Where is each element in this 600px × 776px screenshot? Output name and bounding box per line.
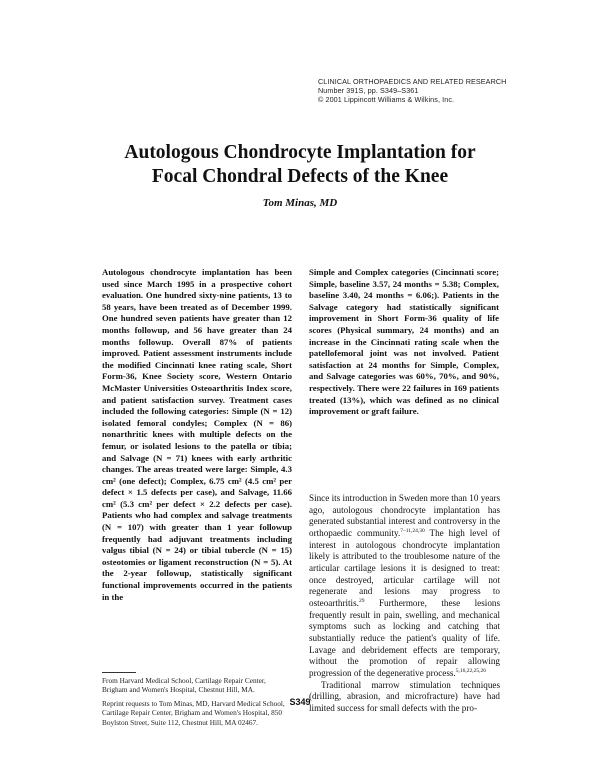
journal-copyright: © 2001 Lippincott Williams & Wilkins, Inc. [318,95,455,105]
citation: 5,16,22,25,26 [455,667,486,674]
journal-name: CLINICAL ORTHOPAEDICS AND RELATED RESEARCH [318,77,507,86]
article-title [0,141,600,189]
introduction-text [309,493,500,714]
footnote-divider [102,672,136,673]
reprint-note: Reprint requests to Tom Minas, MD, Harvard Medical School, Cartilage Repair Center, Brigham and Women's Hospital, 850 Boylston Street, Suite 112, Chestnut Hill, MA 02467. [102,698,285,727]
author-name: Tom Minas, MD [262,197,338,209]
intro-paragraph-1: Since its introduction in Sweden more than 10 years ago, autologous chondrocyte implantation has generated substantial interest and controversy in the orthopaedic community.$^{7-11,24,30}$ The high level of interest in autologous chondrocyte implantation likely is attributed to the troublesome nature of the articular cartilage lesions it is designed to treat: once destroyed, articular cartilage will not regenerate and lesions may progress to osteoarthritis.$^{29}$ Furthermore, these lesions frequently result in pain, swelling, and mechanical symptoms such as locking and catching that substantially reduce the patient's quality of life. Lavage and debridement effects are temporary, without the promotion of repair allowing progression of the degenerative process.$^{5,16,22,25,26}$ [309,493,500,678]
journal-issue: Number 391S, pp. S349–S361 [318,86,419,96]
citation: 29 [358,597,365,604]
page-number: S349 [289,697,311,707]
citation: 7–11,24,30 [400,527,425,534]
journal-header [318,77,578,105]
title-line-2: Focal Chondral Defects of the Knee [151,166,449,187]
affiliation-note: From Harvard Medical School, Cartilage Repair Center, Brigham and Women's Hospital, Chestnut Hill, MA. [102,676,266,695]
title-line-1: Autologous Chondrocyte Implantation for [124,142,476,163]
intro-paragraph-2: Traditional marrow stimulation techniques (drilling, abrasion, and microfracture) have had limited success for small defects with the pro- [309,679,500,713]
abstract-right-column: Simple and Complex categories (Cincinnati score; Simple, baseline 3.57, 24 months = 5.38; Complex, baseline 3.40, 24 months = 6.06;). Patients in the Salvage category had statistically significant improvement in Short Form-36 quality of life scores (Physical summary, 24 months) and an increase in the Cincinnati rating scale when the patellofemoral joint was not involved. Patient satisfaction at 24 months for Simple, Complex, and Salvage categories was 60%, 70%, and 90%, respectively. There were 22 failures in 169 patients treated (13%), which was defined as no clinical improvement or graft failure. [309,267,499,417]
abstract-left-column: Autologous chondrocyte implantation has been used since March 1995 in a prospective cohort evaluation. One hundred sixty-nine patients, 13 to 58 years, have been treated as of December 1999. One hundred seven patients have greater than 12 months followup, and 56 have greater than 24 months followup. Overall 87% of patients improved. Patient assessment instruments include the modified Cincinnati knee rating scale, Short Form-36, Knee Society score, Western Ontario McMaster Universities Osteoarthritis Index score, and patient satisfaction survey. Treatment cases included the following categories: Simple (N = 12) isolated femoral condyles; Complex (N = 86) nonarthritic knees with multiple defects on the femur, or isolated lesions to the patella or tibia; and Salvage (N = 71) knees with early arthritic changes. The areas treated were large: Simple, 4.3 cm² (one defect); Complex, 6.75 cm² (4.5 cm² per defect × 1.5 defects per case), and Salvage, 11.66 cm² (5.3 cm² per defect × 2.2 defects per case). Patients who had complex and salvage treatments (N = 107) with greater than 1 year followup frequently had adjuvant treatments including valgus tibial (N = 24) or tibial tubercle (N = 15) osteotomies or ligament reconstruction (N = 5). At the 2-year followup, statistically significant functional improvements occurred in the patients in the [102,267,292,602]
